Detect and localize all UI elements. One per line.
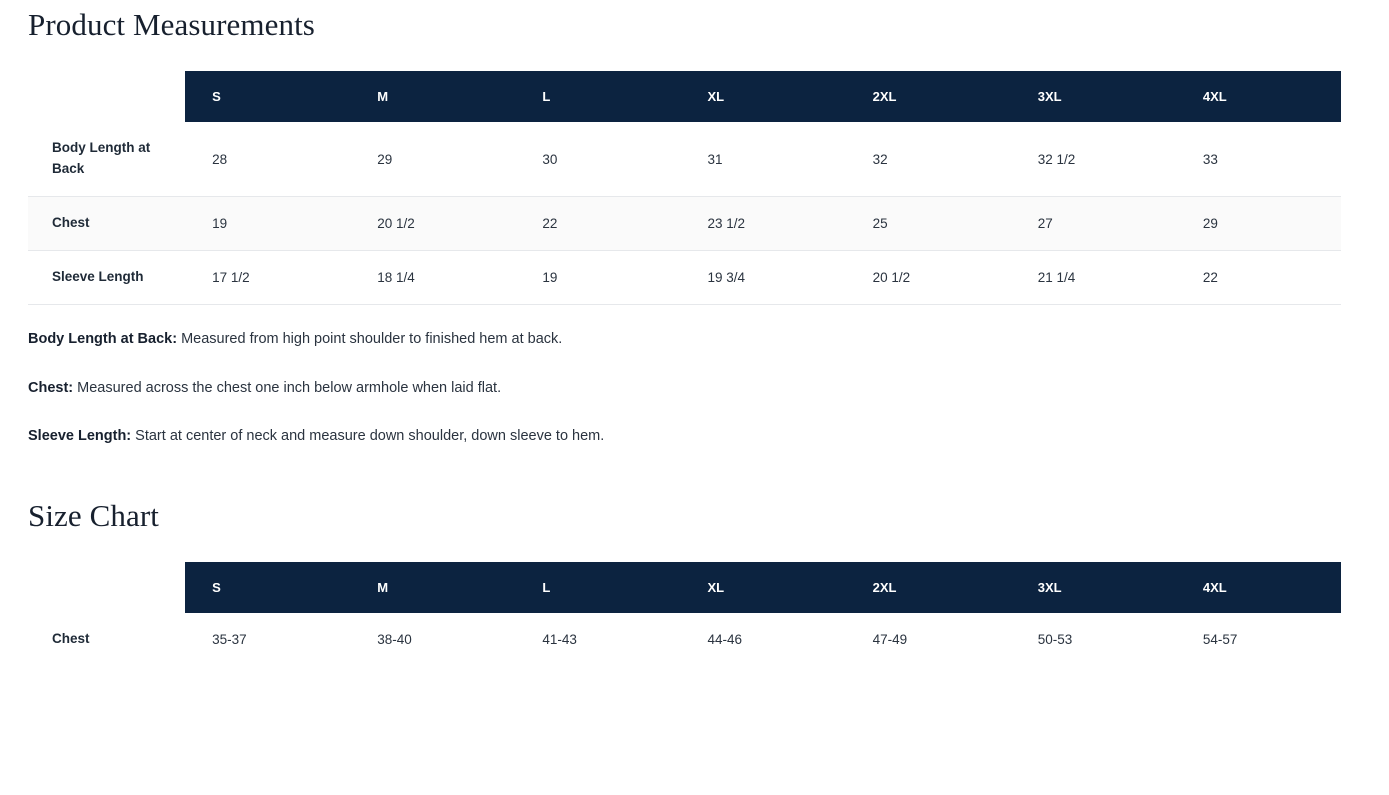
table-header-row [28,562,1341,613]
table-row [28,197,1341,251]
product-measurements-table-wrap [28,71,1361,305]
cell-sleeve-2xl: 20 1/2 [846,250,1011,304]
note-sleeve-length [28,426,1361,448]
note-text-chest: Measured across the chest one inch below armhole when laid flat. [73,379,502,396]
note-term-body-length: Body Length at Back: [28,330,178,347]
cell-chest-s: 19 [185,197,350,251]
table-corner-cell [28,71,185,122]
column-header-s: S [185,71,350,122]
sizechart-cell-chest-3xl: 50-53 [1037,632,1073,648]
column-header-xl: XL [680,71,845,122]
sizechart-column-header-3xl: 3XL [1011,562,1176,613]
cell-chest-2xl: 25 [846,197,1011,251]
cell-body-length-l: 30 [515,122,680,196]
size-chart-table [28,562,1341,666]
product-measurements-table [28,71,1341,305]
sizechart-row-header-chest: Chest [52,631,90,647]
size-chart-table-wrap [28,562,1361,666]
column-header-2xl: 2XL [846,71,1011,122]
column-header-4xl: 4XL [1176,71,1341,122]
table-header [28,562,1341,613]
cell-sleeve-l: 19 [515,250,680,304]
note-text-body-length: Measured from high point shoulder to finished hem at back. [177,330,563,347]
cell-chest-3xl: 27 [1011,197,1176,251]
cell-body-length-m: 29 [350,122,515,196]
sizechart-column-header-4xl: 4XL [1176,562,1341,613]
cell-chest-l: 22 [515,197,680,251]
measurement-notes [28,329,1361,448]
column-header-l: L [515,71,680,122]
sizechart-cell-chest-m: 38-40 [377,632,412,648]
cell-chest-4xl: 29 [1176,197,1341,251]
page-title-product-measurements: Product Measurements [28,7,315,42]
row-header-body-length: Body Length at Back [28,122,185,196]
cell-chest-xl: 23 1/2 [680,197,845,251]
table-row [28,122,1341,196]
page-title-size-chart: Size Chart [28,498,159,534]
cell-sleeve-4xl: 22 [1176,250,1341,304]
table-row [28,250,1341,304]
sizechart-column-header-s: S [185,562,350,613]
note-chest [28,378,1361,400]
cell-sleeve-xl: 19 3/4 [680,250,845,304]
cell-body-length-4xl: 33 [1176,122,1341,196]
sizechart-column-header-xl: XL [680,562,845,613]
sizechart-cell-chest-l: 41-43 [542,632,577,648]
sizechart-cell-chest-4xl: 54-57 [1202,632,1238,648]
cell-sleeve-3xl: 21 1/4 [1011,250,1176,304]
table-header-row [28,71,1341,122]
sizechart-column-header-l: L [515,562,680,613]
sizechart-cell-chest-2xl: 47-49 [872,632,908,648]
note-term-sleeve-length: Sleeve Length: [28,428,132,445]
sizechart-cell-chest-xl: 44-46 [707,632,743,648]
row-header-sleeve-length: Sleeve Length [28,250,185,304]
cell-body-length-xl: 31 [680,122,845,196]
cell-chest-m: 20 1/2 [350,197,515,251]
note-body-length [28,329,1361,351]
cell-sleeve-s: 17 1/2 [185,250,350,304]
column-header-3xl: 3XL [1011,71,1176,122]
table-body [28,613,1341,666]
note-text-sleeve-length: Start at center of neck and measure down shoulder, down sleeve to hem. [131,428,605,445]
row-header-chest: Chest [28,197,185,251]
sizechart-column-header-m: M [350,562,515,613]
table-corner-cell [28,562,185,613]
section-spacer [28,475,1361,491]
sizechart-cell-chest-s: 35-37 [212,632,247,648]
table-body [28,122,1341,304]
cell-body-length-3xl: 32 1/2 [1011,122,1176,196]
table-header [28,71,1341,122]
cell-body-length-s: 28 [185,122,350,196]
cell-body-length-2xl: 32 [846,122,1011,196]
note-term-chest: Chest: [28,379,74,396]
column-header-m: M [350,71,515,122]
sizechart-column-header-2xl: 2XL [846,562,1011,613]
table-row [28,613,1341,666]
cell-sleeve-m: 18 1/4 [350,250,515,304]
